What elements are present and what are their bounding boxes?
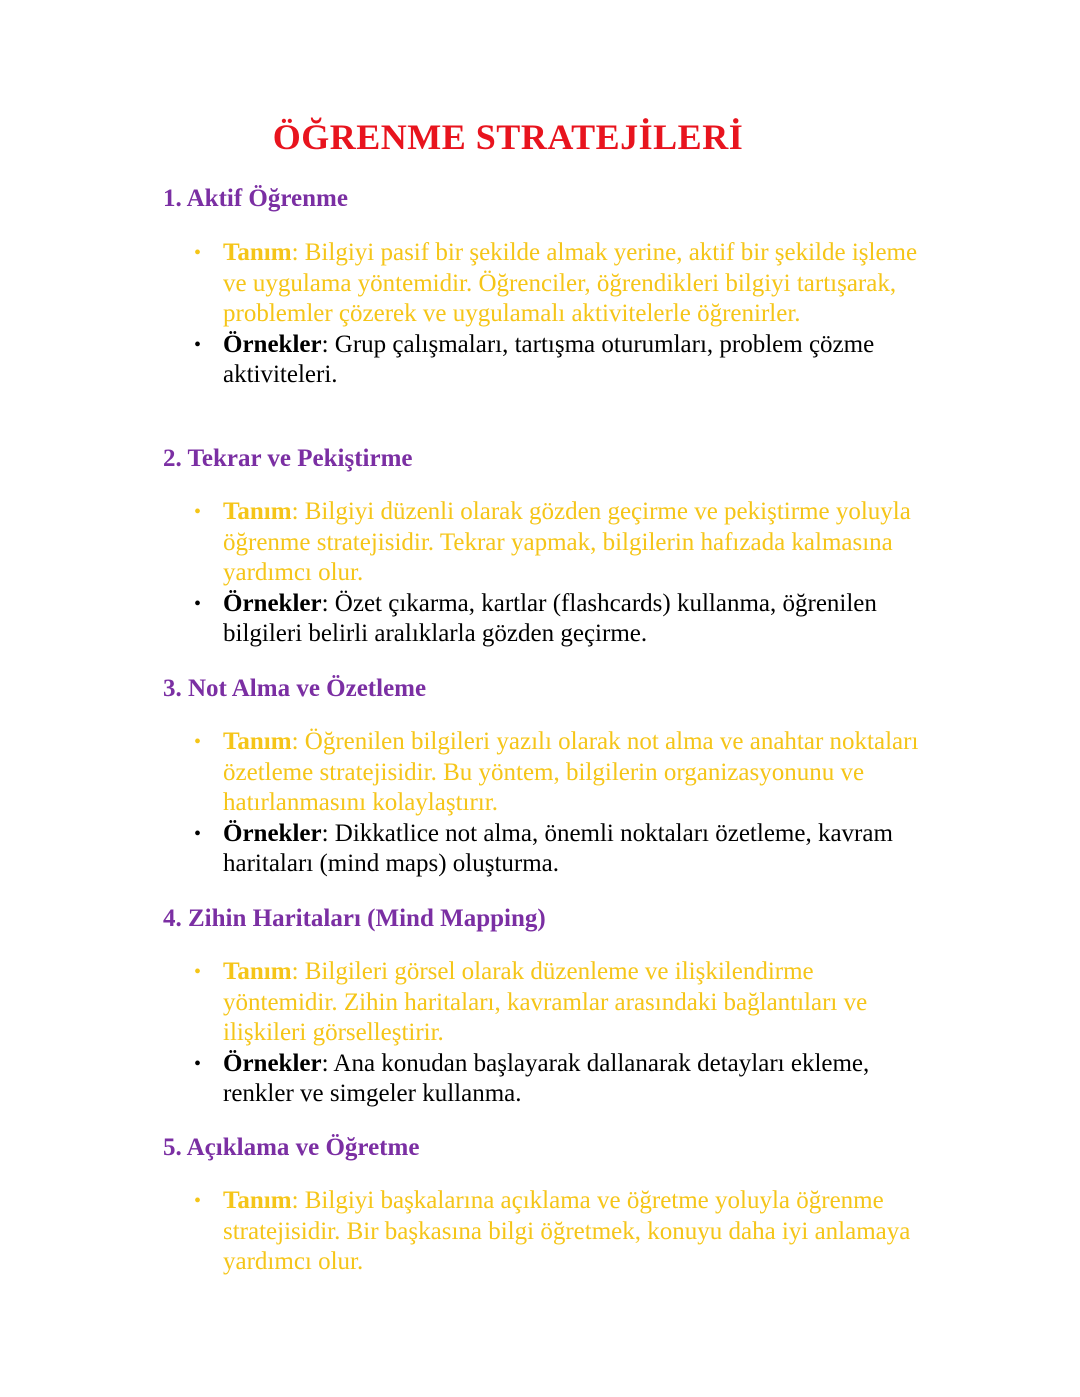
examples-label: Örnekler — [223, 589, 322, 617]
definition-label: Tanım — [223, 728, 292, 755]
definition-text: : Bilgiyi pasif bir şekilde almak yerine, aktif bir şekilde işleme ve uygulama yöntemidir. Öğrenciler, öğrendikleri bilgiyi tartışarak, problemler çözerek ve uygulamalı aktivitelerle öğrenirler. — [223, 239, 918, 327]
examples-item — [190, 1049, 925, 1110]
examples-label: Örnekler — [223, 330, 322, 358]
definition-text: : Bilgiyi başkalarına açıklama ve öğretme yoluyla öğrenme stratejisidir. Bir başkasına bilgi öğretmek, konuyu daha iyi anlamaya yardımcı olur. — [223, 1187, 911, 1275]
section-bullets — [190, 957, 925, 1110]
bullet-icon: • — [194, 822, 202, 845]
examples-text: : Dikkatlice not alma, önemli noktaları özetleme, kavram haritaları (mind maps) oluşturma. — [223, 819, 893, 877]
page-title: ÖĞRENME STRATEJİLERİ — [272, 117, 744, 157]
definition-label: Tanım — [223, 958, 292, 985]
definition-item — [190, 957, 925, 1049]
examples-text: : Ana konudan başlayarak dallanarak detayları ekleme, renkler ve simgeler kullanma. — [223, 1049, 870, 1107]
definition-text: : Öğrenilen bilgileri yazılı olarak not alma ve anahtar noktaları özetleme stratejisidir. Bu yöntem, bilgilerin organizasyonunu ve hatırlanmasını kolaylaştırır. — [223, 728, 919, 816]
bullet-icon: • — [194, 242, 202, 264]
section-bullets — [190, 497, 925, 650]
section-bullets — [190, 1186, 925, 1278]
section-heading: 5. Açıklama ve Öğretme — [163, 1134, 420, 1161]
definition-item — [190, 1186, 925, 1278]
bullet-icon: • — [194, 333, 202, 356]
definition-label: Tanım — [223, 498, 292, 525]
examples-label: Örnekler — [223, 1049, 322, 1077]
definition-text: : Bilgileri görsel olarak düzenleme ve ilişkilendirme yöntemidir. Zihin haritaları, kavramlar arasındaki bağlantıları ve ilişkileri görselleştirir. — [223, 958, 868, 1046]
definition-item — [190, 497, 925, 589]
bullet-icon: • — [194, 1052, 202, 1075]
examples-label: Örnekler — [223, 819, 322, 847]
bullet-icon: • — [194, 961, 202, 983]
definition-item — [190, 727, 925, 819]
definition-label: Tanım — [223, 1187, 292, 1214]
section-heading: 1. Aktif Öğrenme — [163, 185, 348, 212]
bullet-icon: • — [194, 592, 202, 615]
examples-item — [190, 589, 925, 650]
definition-item — [190, 238, 925, 330]
examples-text: : Özet çıkarma, kartlar (flashcards) kullanma, öğrenilen bilgileri belirli aralıklarla gözden geçirme. — [223, 589, 877, 647]
definition-text: : Bilgiyi düzenli olarak gözden geçirme ve pekiştirme yoluyla öğrenme stratejisidir. Tekrar yapmak, bilgilerin hafızada kalmasına yardımcı olur. — [223, 498, 911, 586]
definition-label: Tanım — [223, 239, 292, 266]
examples-text: : Grup çalışmaları, tartışma oturumları, problem çözme aktiviteleri. — [223, 330, 875, 388]
section-heading: 4. Zihin Haritaları (Mind Mapping) — [163, 905, 546, 932]
examples-item — [190, 819, 925, 880]
bullet-icon: • — [194, 501, 202, 523]
section-heading: 3. Not Alma ve Özetleme — [163, 675, 427, 702]
section-heading: 2. Tekrar ve Pekiştirme — [163, 445, 413, 472]
bullet-icon: • — [194, 731, 202, 753]
section-bullets — [190, 238, 925, 391]
examples-item — [190, 330, 925, 391]
section-bullets — [190, 727, 925, 880]
bullet-icon: • — [194, 1190, 202, 1212]
